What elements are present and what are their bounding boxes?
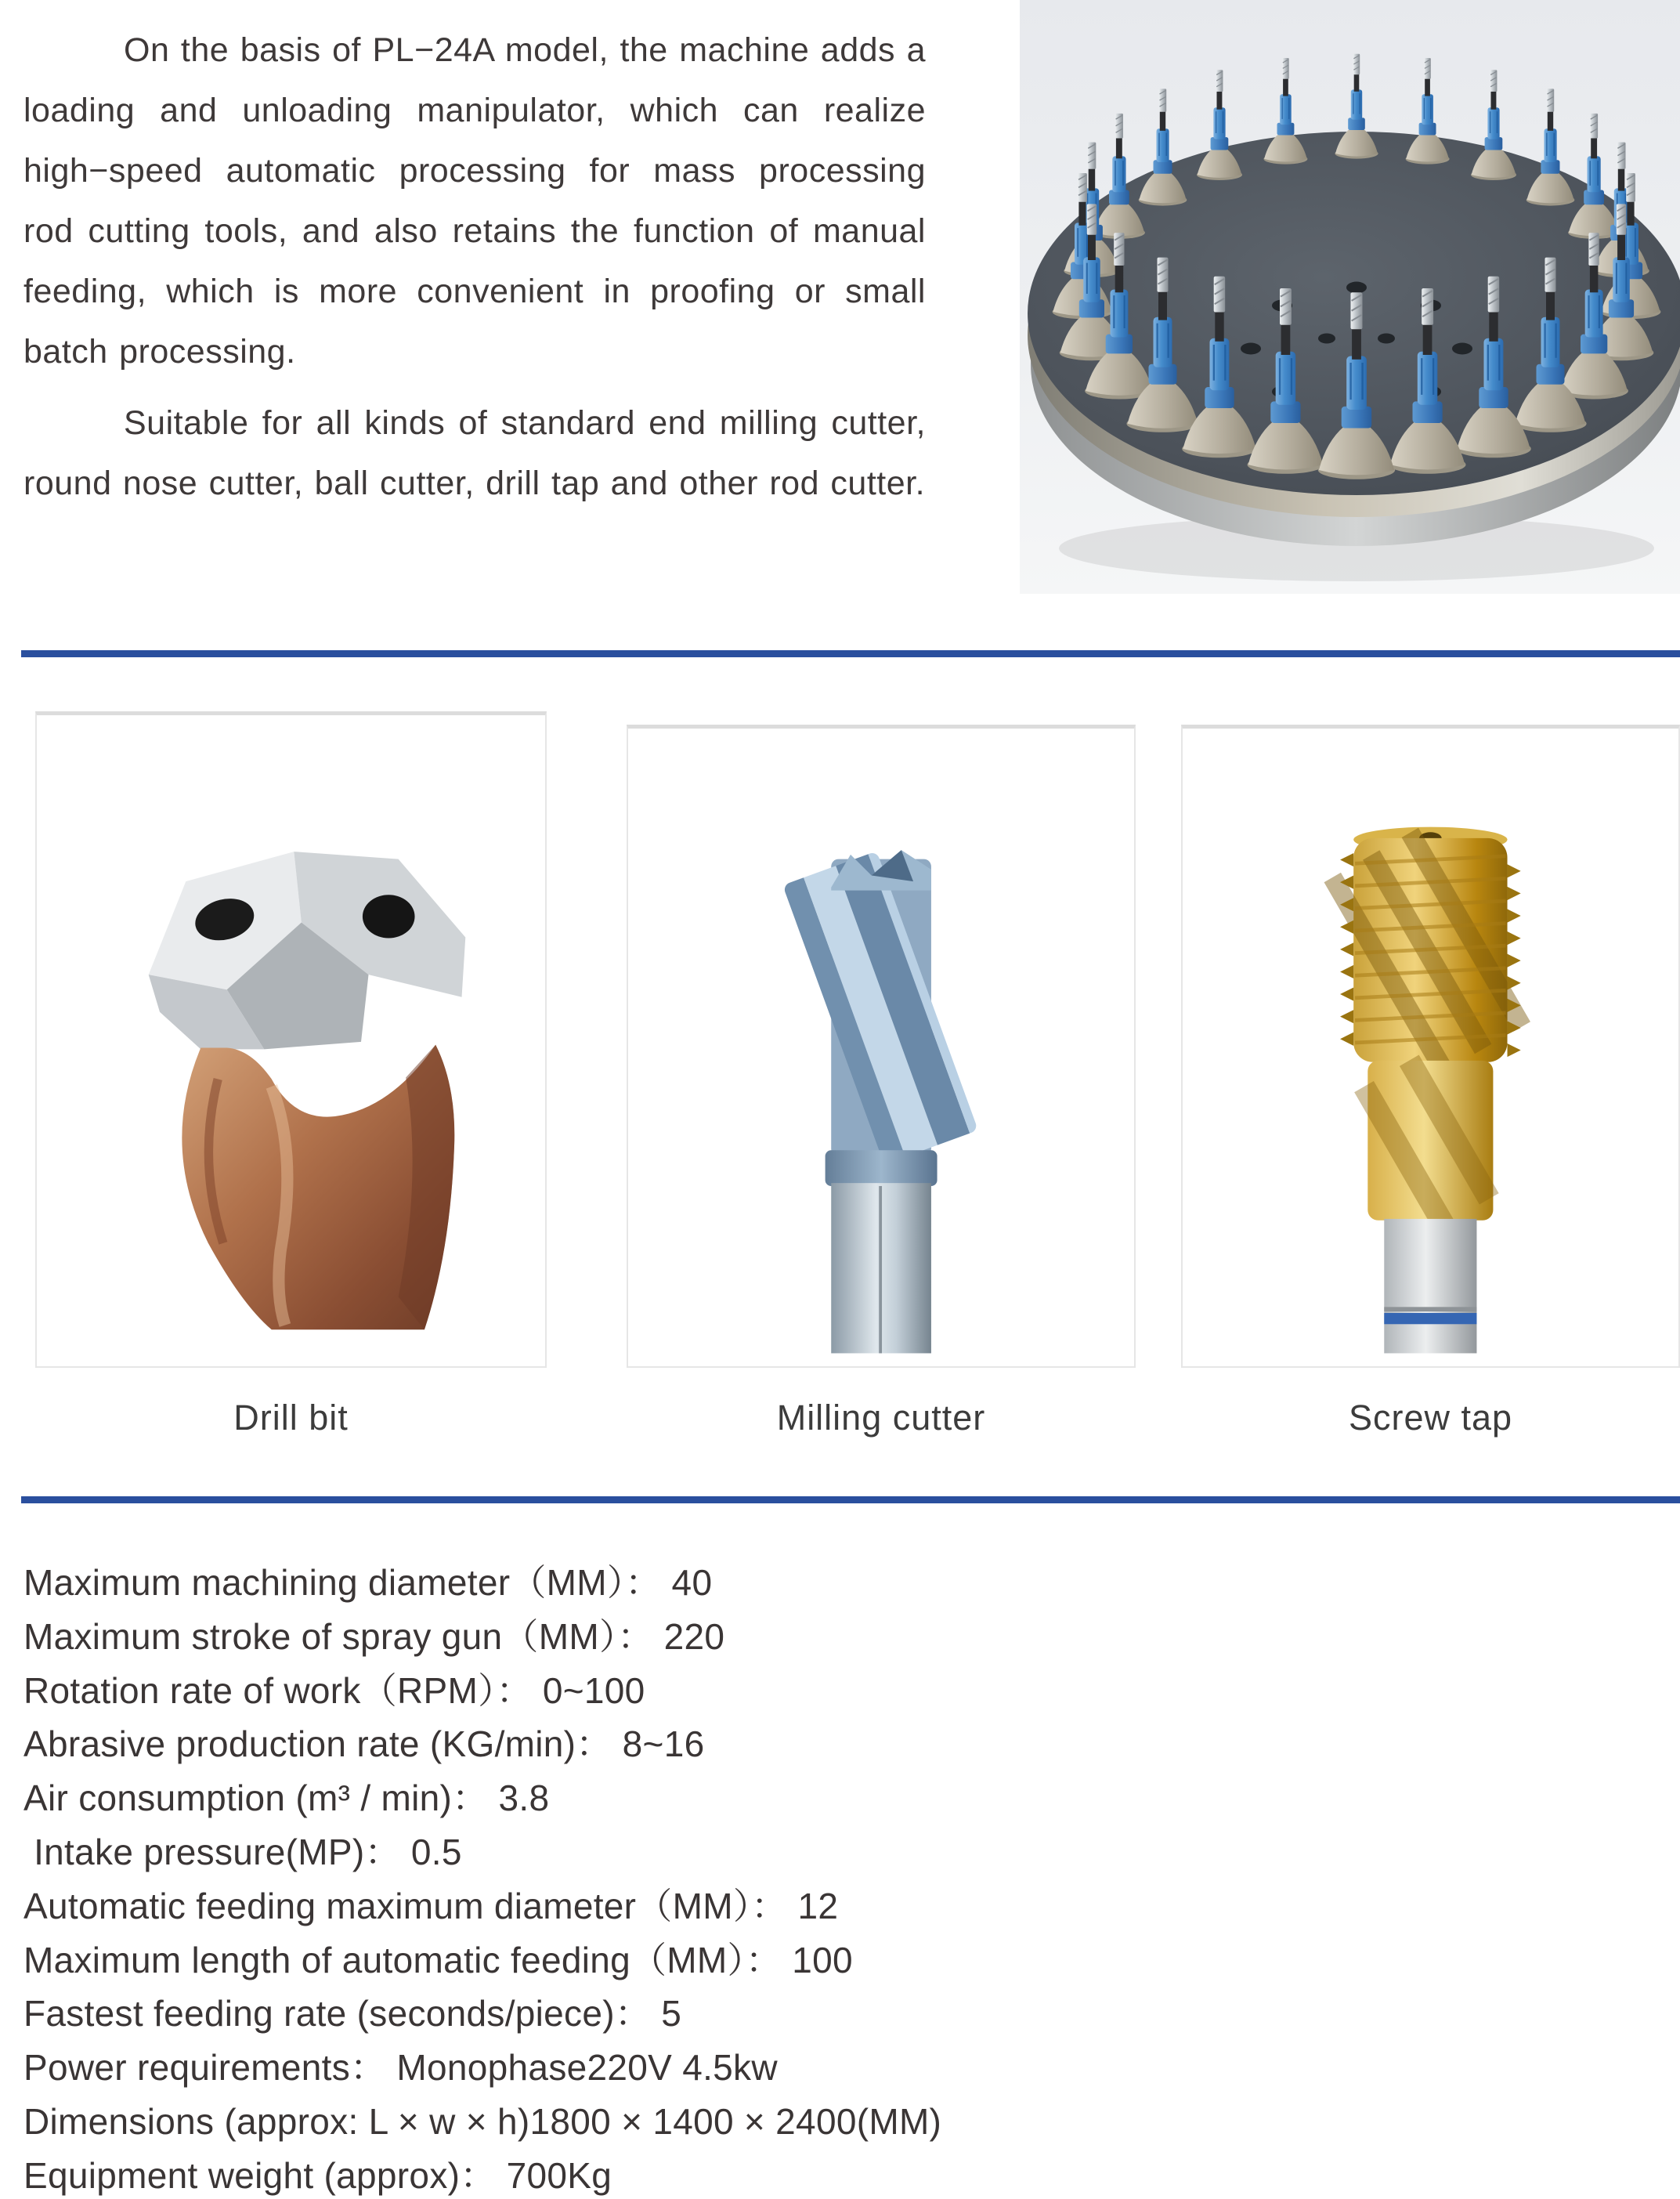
spec-rotation-rate: Rotation rate of work（RPM）： 0~100 (23, 1669, 645, 1711)
tool-card-drill-bit (35, 711, 547, 1368)
machine-disc-image (1020, 0, 1680, 594)
spec-dimensions: Dimensions (approx: L × w × h)1800 × 1400 × 2400(MM) (23, 2100, 942, 2142)
tool-card-milling-cutter (627, 725, 1136, 1368)
spec-list (23, 1556, 1657, 2199)
spec-intake-pressure: Intake pressure(MP)： 0.5 (23, 1831, 462, 1872)
section-divider-top (21, 650, 1680, 657)
section-divider-bottom (21, 1496, 1680, 1503)
spec-auto-feed-length: Maximum length of automatic feeding（MM）： 100 (23, 1939, 853, 1980)
rotary-disc-graphic (1020, 0, 1680, 594)
spec-air-consumption: Air consumption (m³ / min)： 3.8 (23, 1778, 550, 1819)
spec-fastest-feed-rate: Fastest feeding rate (seconds/piece)： 5 (23, 1993, 682, 2034)
spec-power-requirements: Power requirements： Monophase220V 4.5kw (23, 2047, 778, 2089)
caption-milling-cutter: Milling cutter (776, 1398, 986, 1438)
spec-max-spray-gun-stroke: Maximum stroke of spray gun（MM）： 220 (23, 1615, 725, 1657)
tool-card-screw-tap (1181, 725, 1680, 1368)
spec-max-machining-diameter: Maximum machining diameter（MM）： 40 (23, 1562, 713, 1603)
intro-paragraph-2: Suitable for all kinds of standard end milling cutter, round nose cutter, ball cutter, drill tap and other rod cutter. (23, 404, 926, 502)
drill-bit-image (47, 729, 535, 1354)
intro-paragraph-1: On the basis of PL−24A model, the machine adds a loading and unloading manipulator, which can realize high−speed automatic processing for mass processing rod cutting tools, and also retains the function of manual feeding, which is more convenient in proofing or small batch processing. (23, 31, 926, 371)
milling-cutter-image (638, 741, 1124, 1353)
spec-abrasive-rate: Abrasive production rate (KG/min)： 8~16 (23, 1723, 705, 1765)
spec-auto-feed-diameter: Automatic feeding maximum diameter（MM）： 12 (23, 1885, 839, 1926)
screw-tap-image (1193, 741, 1669, 1353)
caption-drill-bit: Drill bit (233, 1398, 349, 1438)
spec-equipment-weight: Equipment weight (approx)： 700Kg (23, 2154, 612, 2196)
caption-screw-tap: Screw tap (1348, 1398, 1513, 1438)
intro-text-block (23, 20, 926, 514)
